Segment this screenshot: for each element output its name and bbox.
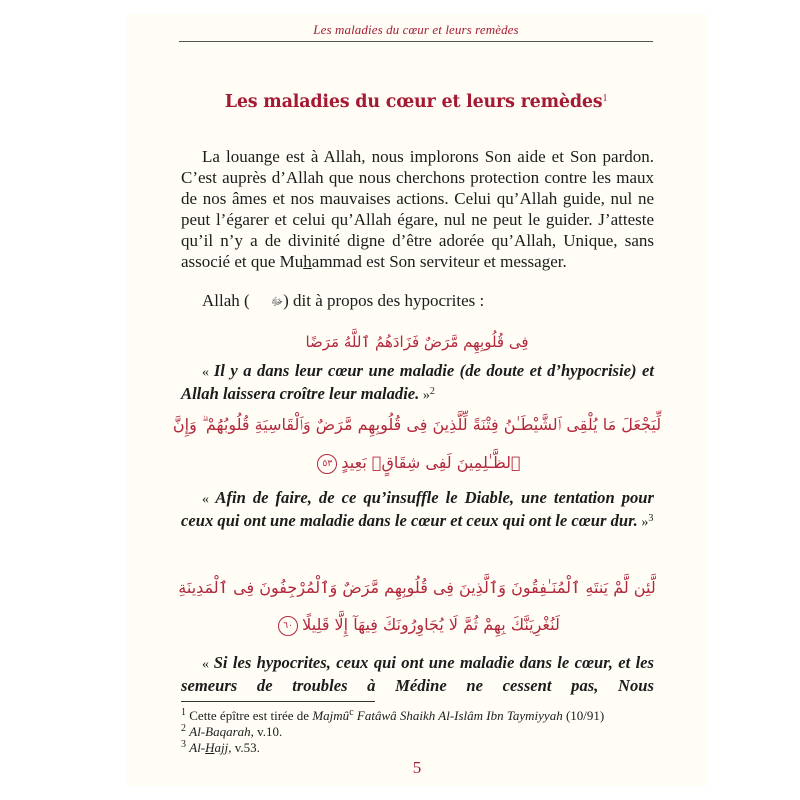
arabic-verse-1: فِى قُلُوبِهِم مَّرَضٌ فَزَادَهُمُ ٱللَّهُ مَرَضًا	[305, 333, 529, 351]
intro-paragraph	[181, 146, 654, 272]
arabic-verse-3-line-2-text: لَنُغْرِيَنَّكَ بِهِمْ ثُمَّ لَا يُجَاوِرُونَكَ فِيهَآ إِلَّا قَلِيلًا	[302, 615, 560, 634]
ayah-number-icon: ٥٣	[317, 454, 337, 474]
quote-open: «	[202, 657, 214, 672]
footnote-ref-1[interactable]: 1	[602, 93, 608, 104]
footnote-2	[181, 724, 661, 740]
chapter-title-text: Les maladies du cœur et leurs remèdes	[224, 92, 603, 112]
verse-translation-2	[181, 487, 654, 533]
arabic-verse-3-line-2	[167, 608, 667, 642]
quote-open: «	[202, 492, 216, 507]
footnote-verse: , v.10.	[250, 724, 283, 739]
quote-close: »	[419, 388, 430, 403]
honorific-glyph-icon: ﷻ	[270, 295, 284, 308]
arabic-verse-2-line-2-text: ٱلظَّـٰلِمِينَ لَفِى شِقَاقٍۭ بَعِيدٍ	[341, 453, 521, 472]
footnote-volume-page: (10/91)	[562, 708, 605, 723]
header-rule	[179, 41, 653, 42]
footnote-rule	[181, 701, 375, 702]
footnote-surah-name: Al-Baqarah	[189, 724, 251, 739]
footnotes	[181, 708, 661, 756]
footnote-marker: 3	[181, 739, 186, 750]
footnote-source-title: Majmû	[312, 708, 350, 723]
footnote-ayn-mark: c	[349, 707, 354, 718]
footnote-1	[181, 708, 661, 724]
lead-in-paragraph	[181, 290, 654, 312]
verse-translation-1	[181, 360, 654, 406]
surah-prefix: Al-	[189, 740, 206, 755]
chapter-title	[179, 92, 653, 112]
intro-paragraph-text: La louange est à Allah, nous implorons Son aide et Son pardon. C’est auprès d’Allah que nous cherchons protection contre les maux de nos âmes et nos mauvaises actions. Celui qu’Allah guide, nul ne peut l’égarer et celui qu’Allah égare, nul ne peut le guider. J’atteste qu’il n’y a de divinité digne d’être adorée qu’Allah, Unique, sans associé et que Muhammad est Son serviteur et messager.	[181, 147, 654, 271]
footnote-marker: 1	[181, 707, 186, 718]
book-page	[127, 14, 708, 786]
quote-close: »	[637, 515, 649, 530]
lead-in-before: Allah (	[202, 291, 250, 310]
translation-text: Il y a dans leur cœur une maladie (de doute et d’hypocrisie) et Allah laissera croître leur maladie.	[181, 361, 654, 403]
footnote-source-title-cont: Fatâwâ Shaikh Al-Islâm Ibn Taymiyyah	[353, 708, 563, 723]
translation-text: Si les hypocrites, ceux qui ont une maladie dans le cœur, et les semeurs de troubles à Médine ne cessent pas, Nous	[181, 653, 655, 695]
footnote-verse: , v.53.	[228, 740, 260, 755]
footnote-ref-2[interactable]: 2	[429, 386, 435, 397]
page-number: 5	[412, 758, 422, 777]
lead-in-after: ) dit à propos des hypocrites :	[283, 291, 485, 310]
footnote-3	[181, 740, 661, 756]
verse-translation-3	[181, 652, 654, 696]
footnote-text: Cette épître est tirée de	[189, 708, 313, 723]
transliteration-underline: h	[303, 252, 312, 271]
surah-underlined-letter: H	[205, 740, 215, 755]
translation-text: Afin de faire, de ce qu’insuffle le Diable, une tentation pour ceux qui ont une maladie dans le cœur et ceux qui ont le cœur dur.	[181, 488, 654, 530]
quote-open: «	[202, 365, 214, 380]
running-header: Les maladies du cœur et leurs remèdes	[313, 22, 519, 37]
arabic-verse-3-line-1: لَّئِن لَّمْ يَنتَهِ ٱلْمُنَـٰفِقُونَ وَٱلَّذِينَ فِى قُلُوبِهِم مَّرَضٌ وَٱلْمُرْجِفُونَ فِى ٱلْمَدِينَةِ	[178, 578, 656, 597]
surah-suffix: ajj	[214, 740, 229, 755]
arabic-verse-2-line-1: لِّيَجْعَلَ مَا يُلْقِى ٱلشَّيْطَـٰنُ فِتْنَةً لِّلَّذِينَ فِى قُلُوبِهِم مَّرَضٌ وَٱلْقَاسِيَةِ قُلُوبُهُمْ ۗ وَإِنَّ	[172, 415, 662, 434]
arabic-verse-2-line-2	[167, 446, 667, 480]
footnote-surah-name	[189, 740, 228, 755]
ayah-number-icon: ٦٠	[278, 616, 298, 636]
footnote-ref-3[interactable]: 3	[648, 513, 654, 524]
translation-wrap	[181, 652, 654, 696]
footnote-marker: 2	[181, 723, 186, 734]
